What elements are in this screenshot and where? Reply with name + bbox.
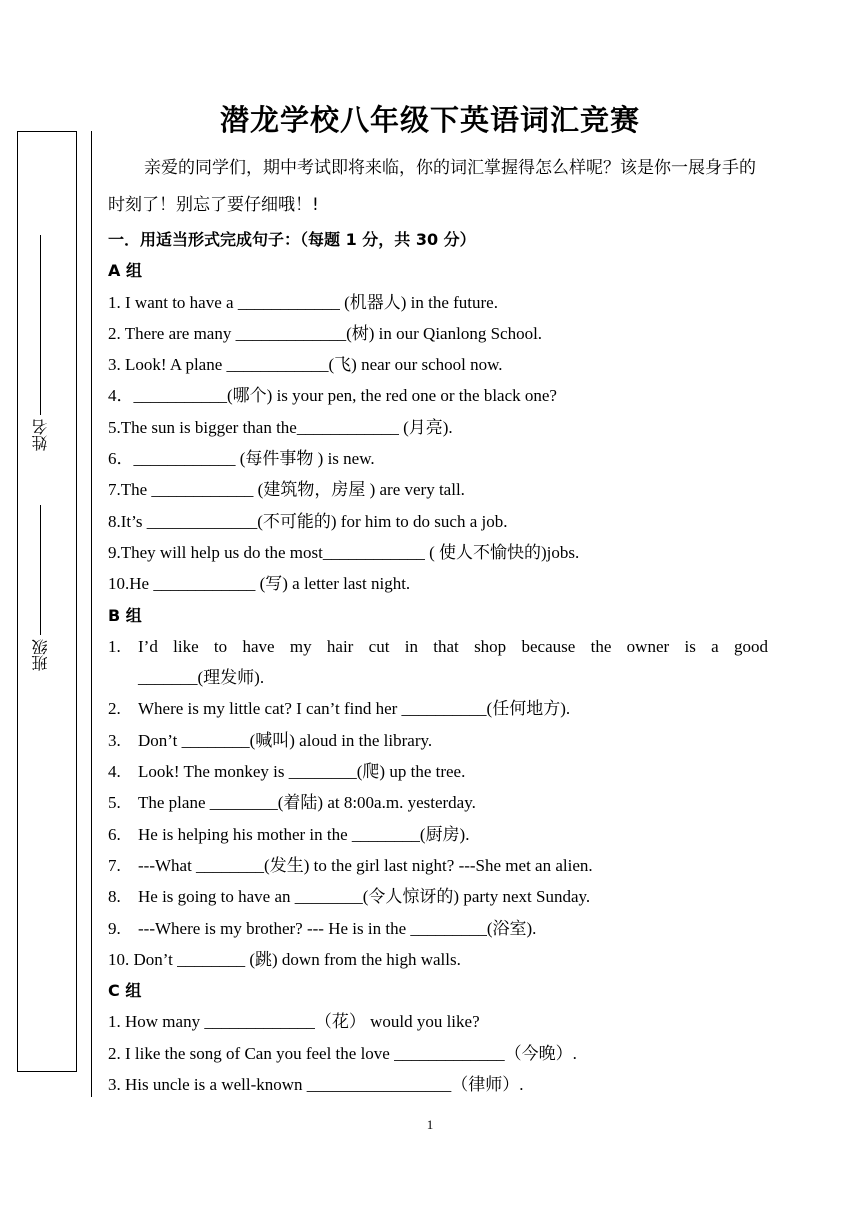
question-number: 3.	[108, 730, 121, 750]
question-number: 1.	[108, 636, 121, 656]
group-c-label: C 组	[108, 981, 142, 1001]
question-b2	[108, 693, 768, 724]
question-b1	[108, 631, 768, 662]
question-a1: 1. I want to have a ____________ (机器人) in the future.	[108, 292, 498, 312]
question-number: 9.	[108, 918, 121, 938]
question-text: I’d like to have my hair cut in that shop because the owner is a good	[138, 636, 768, 656]
question-a10: 10.He ____________ (写) a letter last night.	[108, 574, 411, 594]
class-label: 班级	[30, 639, 50, 671]
question-c2: 2. I like the song of Can you feel the love _____________（今晚）.	[108, 1043, 577, 1063]
question-b1-continued: _______(理发师).	[138, 668, 265, 688]
question-number: 7.	[108, 855, 121, 875]
question-text: The plane ________(着陆) at 8:00a.m. yesterday.	[138, 793, 476, 813]
question-b6	[108, 819, 768, 850]
question-a8: 8.It’s _____________(不可能的) for him to do such a job.	[108, 511, 508, 531]
question-a4: 4．___________(哪个) is your pen, the red one or the black one?	[108, 386, 557, 406]
page-title: 潜龙学校八年级下英语词汇竞赛	[219, 103, 640, 137]
name-label: 姓名	[30, 419, 50, 451]
binding-line	[91, 131, 92, 1097]
question-text: Look! The monkey is ________(爬) up the tree.	[138, 762, 466, 782]
question-a2: 2. There are many _____________(树) in our Qianlong School.	[108, 323, 543, 343]
section-heading: 一．用适当形式完成句子：（每题 1 分，共 30 分）	[108, 230, 476, 249]
question-number: 8.	[108, 887, 121, 907]
question-text: He is going to have an ________(令人惊讶的) party next Sunday.	[138, 887, 591, 907]
question-b3	[108, 725, 768, 756]
question-text: Don’t ________(喊叫) aloud in the library.	[138, 730, 433, 750]
question-number: 2.	[108, 699, 121, 719]
question-number: 6.	[108, 824, 121, 844]
question-text: ---What ________(发生) to the girl last night? ---She met an alien.	[138, 855, 593, 875]
question-text: Where is my little cat? I can’t find her __________(任何地方).	[138, 699, 571, 719]
intro-paragraph: 亲爱的同学们，期中考试即将来临，你的词汇掌握得怎么样呢？该是你一展身手的时刻了！别忘了要仔细哦！!	[108, 158, 756, 215]
question-a7: 7.The ____________ (建筑物，房屋 ) are very tall.	[108, 480, 465, 500]
class-field[interactable]	[28, 505, 52, 675]
question-b8	[108, 881, 768, 912]
question-number: 4.	[108, 762, 121, 782]
question-c3: 3. His uncle is a well-known _________________（律师）.	[108, 1075, 524, 1095]
group-b-label: B 组	[108, 605, 142, 625]
question-a9: 9.They will help us do the most____________ ( 使人不愉快的)jobs.	[108, 542, 580, 562]
question-c1: 1. How many _____________（花） would you like?	[108, 1012, 480, 1032]
question-b10: 10. Don’t ________ (跳) down from the high walls.	[108, 949, 461, 969]
question-a6: 6．____________ (每件事物 ) is new.	[108, 449, 375, 469]
question-text: ---Where is my brother? --- He is in the _________(浴室).	[138, 918, 537, 938]
question-number: 5.	[108, 793, 121, 813]
question-a5: 5.The sun is bigger than the____________ (月亮).	[108, 417, 453, 437]
question-a3: 3. Look! A plane ____________(飞) near our school now.	[108, 355, 503, 375]
group-a-label: A 组	[108, 261, 142, 281]
page-number: 1	[426, 1117, 434, 1132]
question-b4	[108, 756, 768, 787]
question-text: He is helping his mother in the ________(厨房).	[138, 824, 470, 844]
name-field[interactable]	[28, 235, 52, 455]
question-b5	[108, 787, 768, 818]
worksheet-content	[108, 150, 768, 1100]
question-b9	[108, 913, 768, 944]
question-b7	[108, 850, 768, 881]
